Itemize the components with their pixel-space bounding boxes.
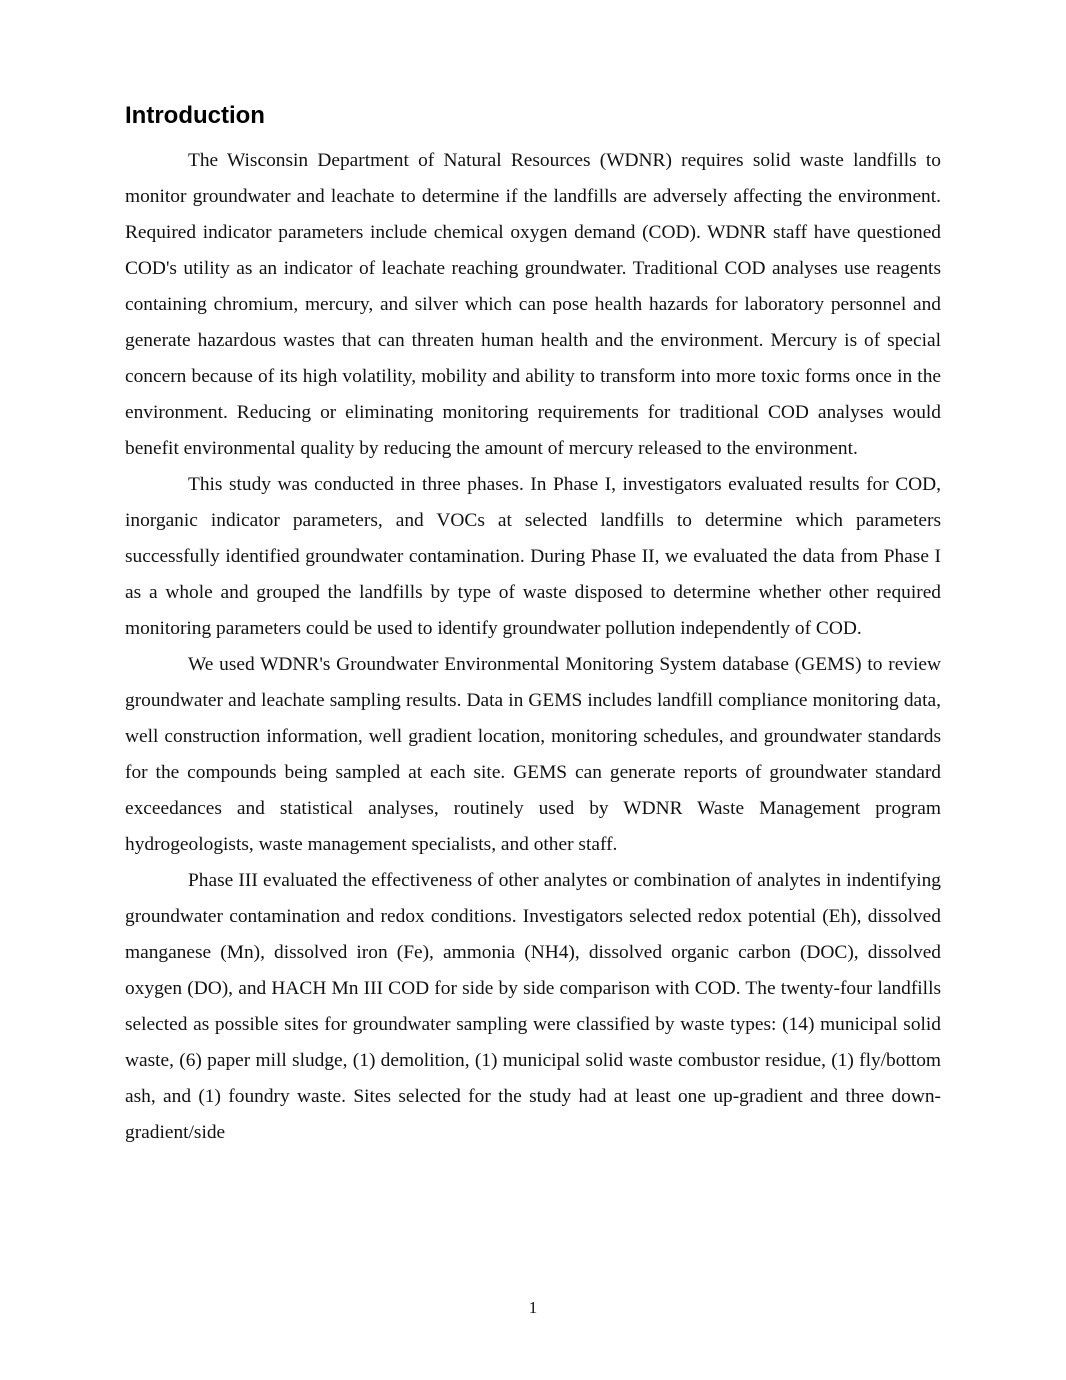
body-text xyxy=(125,143,941,1151)
paragraph: This study was conducted in three phases. In Phase I, investigators evaluated results for COD, inorganic indicator parameters, and VOCs at selected landfills to determine which parameters successfully identified groundwater contamination. During Phase II, we evaluated the data from Phase I as a whole and grouped the landfills by type of waste disposed to determine whether other required monitoring parameters could be used to identify groundwater pollution independently of COD. xyxy=(125,474,941,639)
paragraph: We used WDNR's Groundwater Environmental Monitoring System database (GEMS) to review groundwater and leachate sampling results. Data in GEMS includes landfill compliance monitoring data, well construction information, well gradient location, monitoring schedules, and groundwater standards for the compounds being sampled at each site. GEMS can generate reports of groundwater standard exceedances and statistical analyses, routinely used by WDNR Waste Management program hydrogeologists, waste management specialists, and other staff. xyxy=(125,654,941,855)
page-number: 1 xyxy=(528,1298,538,1317)
paragraph: Phase III evaluated the effectiveness of other analytes or combination of analytes in indentifying groundwater contamination and redox conditions. Investigators selected redox potential (Eh), dissolved manganese (Mn), dissolved iron (Fe), ammonia (NH4), dissolved organic carbon (DOC), dissolved oxygen (DO), and HACH Mn III COD for side by side comparison with COD. The twenty-four landfills selected as possible sites for groundwater sampling were classified by waste types: (14) municipal solid waste, (6) paper mill sludge, (1) demolition, (1) municipal solid waste combustor residue, (1) fly/bottom ash, and (1) foundry waste. Sites selected for the study had at least one up-gradient and three down-gradient/side xyxy=(125,870,941,1143)
section-heading: Introduction xyxy=(125,102,265,129)
paragraph: The Wisconsin Department of Natural Resources (WDNR) requires solid waste landfills to monitor groundwater and leachate to determine if the landfills are adversely affecting the environment. Required indicator parameters include chemical oxygen demand (COD). WDNR staff have questioned COD's utility as an indicator of leachate reaching groundwater. Traditional COD analyses use reagents containing chromium, mercury, and silver which can pose health hazards for laboratory personnel and generate hazardous wastes that can threaten human health and the environment. Mercury is of special concern because of its high volatility, mobility and ability to transform into more toxic forms once in the environment. Reducing or eliminating monitoring requirements for traditional COD analyses would benefit environmental quality by reducing the amount of mercury released to the environment. xyxy=(125,150,941,459)
